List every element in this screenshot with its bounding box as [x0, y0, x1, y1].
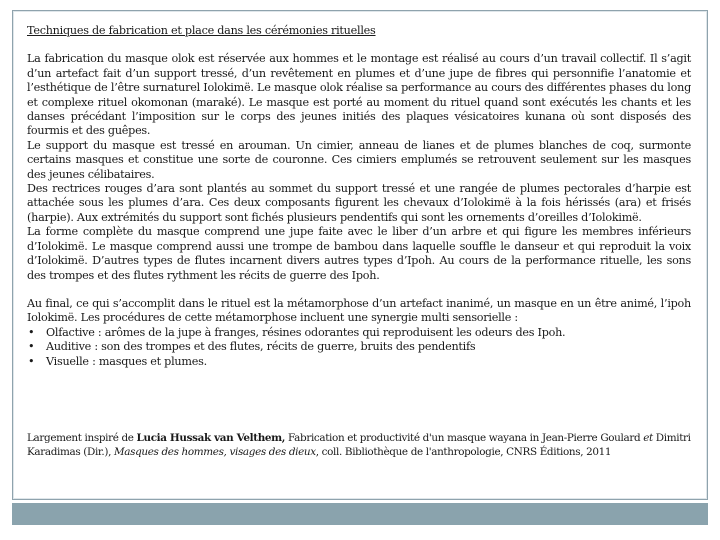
list-item-text: Olfactive : arômes de la jupe à franges, résines odorantes qui reproduisent les odeurs des Ipoh.	[46, 325, 566, 339]
paragraph-fabrication: La fabrication du masque olok est réservée aux hommes et le montage est réalisé au cours d’un travail collectif. Il s’agit d’un artefact fait d’un support tressé, d’un revêtement en plumes et d’une jupe de fibres qui personnifie l’anatomie et l’esthétique de l’être surnaturel Iolokimë. Le masque olok réalise sa performance au cours des différentes phases du long et complexe rituel okomonan (maraké). Le masque est porté au moment du rituel quand sont exécutés les chants et les danses précédant l’imposition sur le corps des jeunes initiés des plaques vésicatoires kunana où sont disposés des fourmis et des guêpes.	[27, 52, 691, 138]
list-item	[27, 355, 691, 369]
paragraph-forme: La forme complète du masque comprend une jupe faite avec le liber d’un arbre et qui figure les membres inférieurs d’Iolokimë. Le masque comprend aussi une trompe de bambou dans laquelle souffle le danseur et qui reproduit la voix d’Iolokimë. D’autres types de flutes incarnent divers autres types d’Ipoh. Au cours de la performance rituelle, les sons des trompes et des flutes rythment les récits de guerre des Ipoh.	[27, 225, 691, 282]
citation-author: Lucia Hussak van Velthem,	[136, 432, 286, 444]
bullet-icon: •	[28, 325, 35, 339]
bullet-icon: •	[28, 340, 35, 354]
source-citation	[27, 431, 691, 460]
list-item	[27, 326, 691, 340]
citation-editor: Dimitri Karadimas (Dir.),	[27, 432, 691, 459]
paragraph-rectrices: Des rectrices rouges d’ara sont plantés au sommet du support tressé et une rangée de plumes pectorales d’harpie est attachée sous les plumes d’ara. Ces deux composants figurent les chevaux d’Iolokimë à la fois hérissés (ara) et frisés (harpie). Aux extrémités du support sont fichés plusieurs pendentifs qui sont les ornements d’oreilles d’Iolokimë.	[27, 182, 691, 224]
citation-prefix: Largement inspiré de	[27, 432, 137, 444]
paragraph-conclusion: Au final, ce qui s’accomplit dans le rituel est la métamorphose d’un artefact inanimé, un masque en un être animé, l’ipoh Iolokimë. Les procédures de cette métamorphose incluent une synergie multi sensorielle :	[27, 296, 691, 325]
document-body	[27, 24, 691, 369]
sensory-list	[27, 326, 691, 369]
citation-et: et	[643, 432, 653, 444]
paragraph-support: Le support du masque est tressé en arouman. Un cimier, anneau de lianes et de plumes blanches de coq, surmonte certains masques et constitue une sorte de couronne. Ces cimiers emplumés se retrouvent seulement sur les masques des jeunes célibataires.	[27, 138, 691, 181]
spacer	[27, 283, 691, 297]
citation-publisher: , coll. Bibliothèque de l'anthropologie, CNRS Éditions, 2011	[315, 446, 612, 459]
list-item-text: Visuelle : masques et plumes.	[46, 354, 207, 368]
list-item-text: Auditive : son des trompes et des flutes, récits de guerre, bruits des pendentifs	[46, 340, 476, 354]
citation-article: Fabrication et productivité d'un masque wayana in Jean-Pierre Goulard	[285, 432, 644, 444]
list-item	[27, 340, 691, 354]
citation-book-title: Masques des hommes, visages des dieux	[113, 446, 316, 459]
footer-bar	[12, 503, 708, 525]
bullet-icon: •	[28, 354, 35, 368]
document-title: Techniques de fabrication et place dans les cérémonies rituelles	[27, 24, 376, 37]
